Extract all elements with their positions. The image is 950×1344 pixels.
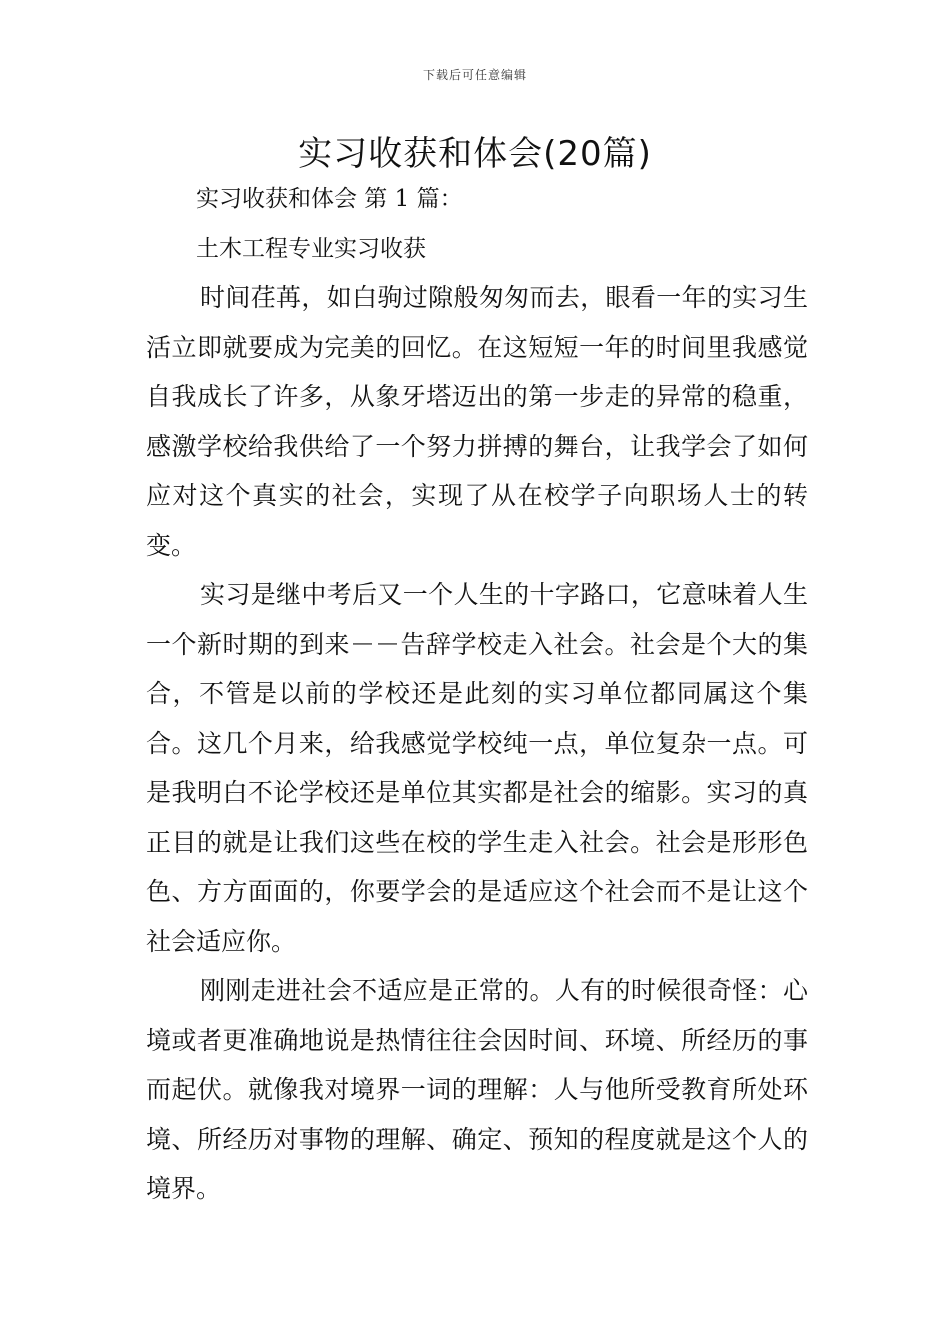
header-note: 下载后可任意编辑: [422, 68, 527, 82]
page-title: 实习收获和体会(20篇): [298, 134, 652, 174]
section-heading: 实习收获和体会 第 1 篇：: [196, 186, 463, 212]
paragraph: 刚刚走进社会不适应是正常的。人有的时候很奇怪：心境或者更准确地说是热情往往会因时间、环境、所经历的事而起伏。就像我对境界一词的理解：人与他所受教育所处环境、所经历对事物的理解、确定、预知的程度就是这个人的境界。: [146, 976, 808, 1203]
paragraph: 时间荏苒，如白驹过隙般匆匆而去，眼看一年的实习生活立即就要成为完美的回忆。在这短短一年的时间里我感觉自我成长了许多，从象牙塔迈出的第一步走的异常的稳重，感激学校给我供给了一个努力拼搏的舞台，让我学会了如何应对这个真实的社会，实现了从在校学子向职场人士的转变。: [146, 283, 808, 560]
body-text: [146, 273, 808, 1214]
article-heading: 土木工程专业实习收获: [196, 236, 426, 262]
paragraph: 实习是继中考后又一个人生的十字路口，它意味着人生一个新时期的到来－－告辞学校走入社会。社会是个大的集合，不管是以前的学校还是此刻的实习单位都同属这个集合。这几个月来，给我感觉学校纯一点，单位复杂一点。可是我明白不论学校还是单位其实都是社会的缩影。实习的真正目的就是让我们这些在校的学生走入社会。社会是形形色色、方方面面的，你要学会的是适应这个社会而不是让这个社会适应你。: [146, 580, 808, 956]
